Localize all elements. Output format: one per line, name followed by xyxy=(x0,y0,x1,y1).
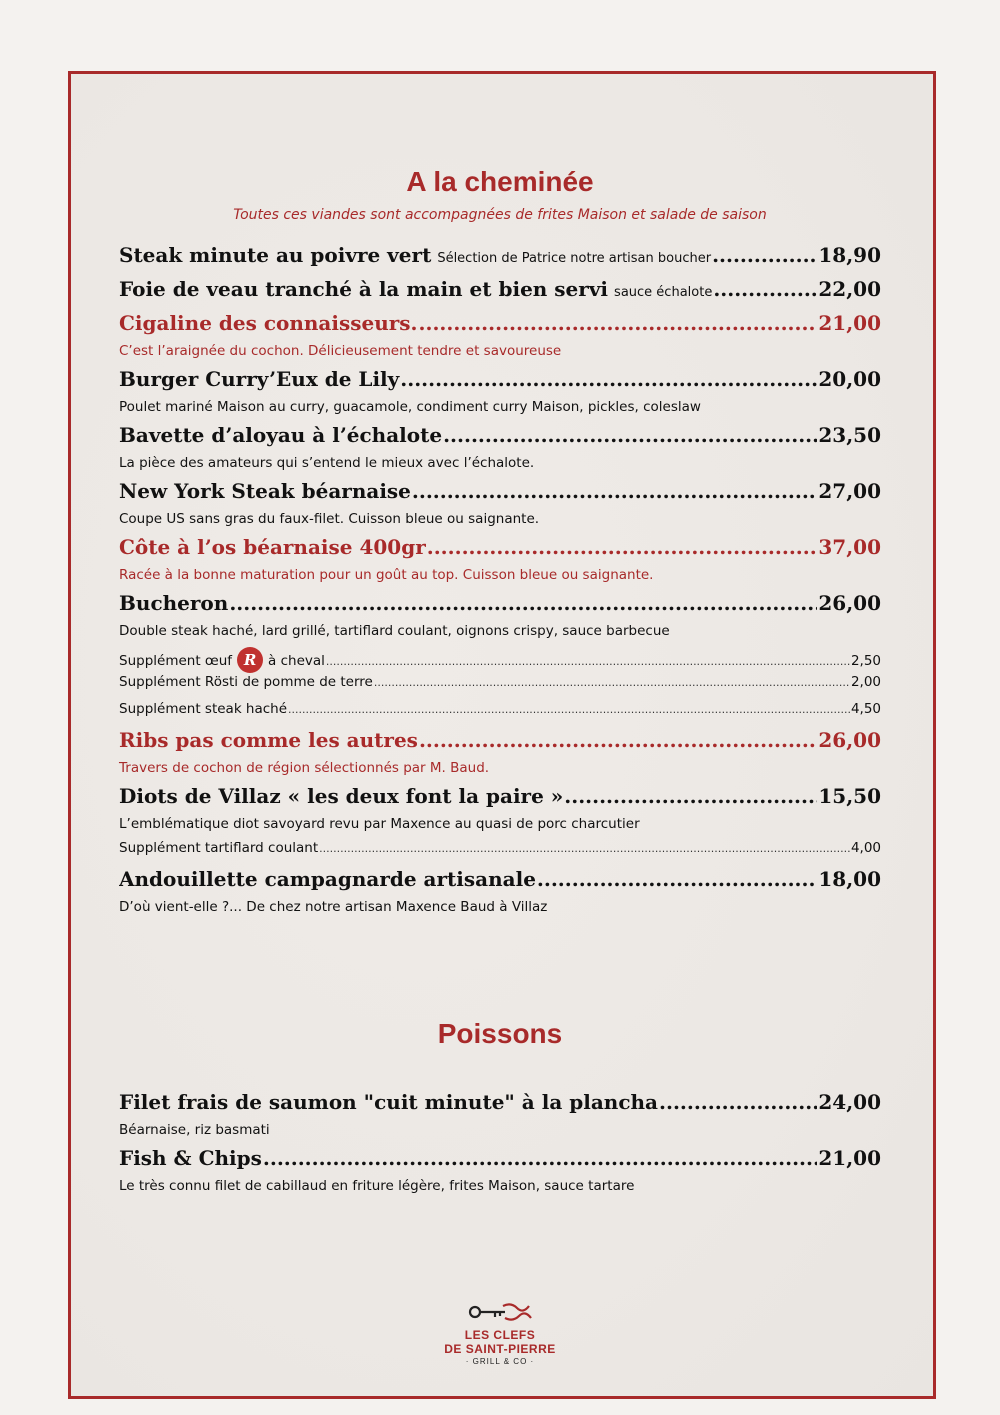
supplement-label: Supplément Rösti de pomme de terre xyxy=(119,674,373,690)
section-title-cheminee: A la cheminée xyxy=(406,166,594,197)
supplement-label: Supplément œuf xyxy=(119,653,233,669)
item-price: 18,90 xyxy=(818,243,881,267)
item-name: Diots de Villaz « les deux font la paire » xyxy=(119,784,564,808)
item-description: Double steak haché, lard grillé, tartiflard coulant, oignons crispy, sauce barbecue xyxy=(119,623,670,639)
item-name: Steak minute au poivre vert xyxy=(119,243,432,267)
item-description: Le très connu filet de cabillaud en friture légère, frites Maison, sauce tartare xyxy=(119,1178,635,1194)
menu-item-bavette xyxy=(119,423,881,451)
item-price: 24,00 xyxy=(818,1090,881,1114)
dot-leader xyxy=(537,867,817,891)
item-price: 26,00 xyxy=(818,728,881,752)
menu-item-new-york xyxy=(119,479,881,507)
item-description: Travers de cochon de région sélectionnés par M. Baud. xyxy=(119,760,490,776)
item-description: L’emblématique diot savoyard revu par Maxence au quasi de porc charcutier xyxy=(119,816,640,832)
item-name: Bucheron xyxy=(119,591,229,615)
item-name: Côte à l’os béarnaise 400gr xyxy=(119,535,426,559)
item-name: Andouillette campagnarde artisanale xyxy=(119,867,536,891)
restaurant-logo xyxy=(440,1300,560,1366)
menu-item-burger xyxy=(119,367,881,395)
dot-leader xyxy=(419,311,818,335)
menu-item-foie-veau xyxy=(119,277,881,305)
item-price: 23,50 xyxy=(818,423,881,447)
supplement-price: 4,50 xyxy=(850,701,881,717)
menu-item-saumon xyxy=(119,1090,881,1118)
menu-item-andouillette xyxy=(119,867,881,895)
menu-item-bucheron xyxy=(119,591,881,619)
item-description: C’est l’araignée du cochon. Délicieusement tendre et savoureuse xyxy=(119,343,562,359)
item-name: Filet frais de saumon "cuit minute" à la plancha xyxy=(119,1090,659,1114)
dot-leader xyxy=(712,243,817,267)
dot-leader xyxy=(412,479,817,503)
dot-leader xyxy=(319,842,850,855)
keys-icon xyxy=(465,1300,535,1324)
item-name: New York Steak béarnaise xyxy=(119,479,411,503)
dot-leader xyxy=(400,367,817,391)
dot-leader xyxy=(427,535,818,559)
item-price: 15,50 xyxy=(818,784,881,808)
supplement-tartiflard xyxy=(119,840,881,867)
item-name: Ribs pas comme les autres xyxy=(119,728,418,752)
dot-leader xyxy=(326,655,850,668)
logo-line-3: · GRILL & CO · xyxy=(465,1357,535,1366)
item-note: Sélection de Patrice notre artisan boucher xyxy=(437,251,712,266)
dot-leader xyxy=(374,676,850,689)
item-name: Bavette d’aloyau à l’échalote xyxy=(119,423,443,447)
section-subtitle-cheminee: Toutes ces viandes sont accompagnées de frites Maison et salade de saison xyxy=(233,207,767,223)
item-name: Foie de veau tranché à la main et bien servi xyxy=(119,277,609,301)
menu-list-poissons xyxy=(119,1090,881,1202)
supplement-price: 2,00 xyxy=(850,674,881,690)
item-description: La pièce des amateurs qui s’entend le mieux avec l’échalote. xyxy=(119,455,535,471)
menu-list-cheminee xyxy=(119,243,881,923)
dot-leader xyxy=(564,784,817,808)
menu-item-steak-minute xyxy=(119,243,881,271)
dot-leader xyxy=(419,728,817,752)
supplement-label: Supplément steak haché xyxy=(119,701,288,717)
menu-item-ribs xyxy=(119,728,881,756)
supplement-label-suffix: à cheval xyxy=(268,653,325,669)
supplement-rosti xyxy=(119,674,881,701)
dot-leader xyxy=(443,423,817,447)
item-name: Fish & Chips xyxy=(119,1146,262,1170)
item-price: 21,00 xyxy=(818,311,881,335)
menu-item-diots xyxy=(119,784,881,812)
menu-item-cote-os xyxy=(119,535,881,563)
supplement-price: 4,00 xyxy=(850,840,881,856)
dot-leader xyxy=(229,591,817,615)
item-price: 20,00 xyxy=(818,367,881,391)
item-note: sauce échalote xyxy=(614,285,713,300)
dot-leader xyxy=(713,277,817,301)
item-description: Béarnaise, riz basmati xyxy=(119,1122,270,1138)
item-description: Poulet mariné Maison au curry, guacamole, condiment curry Maison, pickles, coleslaw xyxy=(119,399,701,415)
item-description: Coupe US sans gras du faux-filet. Cuisson bleue ou saignante. xyxy=(119,511,540,527)
item-description: D’où vient-elle ?... De chez notre artisan Maxence Baud à Villaz xyxy=(119,899,548,915)
menu-item-cigaline xyxy=(119,311,881,339)
supplement-steak xyxy=(119,701,881,728)
supplement-price: 2,50 xyxy=(850,653,881,669)
item-description: Racée à la bonne maturation pour un goût au top. Cuisson bleue ou saignante. xyxy=(119,567,654,583)
item-price: 22,00 xyxy=(818,277,881,301)
dot-leader xyxy=(263,1146,817,1170)
supplement-label: Supplément tartiflard coulant xyxy=(119,840,319,856)
item-price: 27,00 xyxy=(818,479,881,503)
item-price: 21,00 xyxy=(818,1146,881,1170)
logo-line-1: LES CLEFS xyxy=(464,1328,536,1342)
logo-line-2: DE SAINT-PIERRE xyxy=(444,1342,556,1356)
item-name: Cigaline des connaisseurs. xyxy=(119,311,418,335)
item-price: 26,00 xyxy=(818,591,881,615)
menu-item-fish-chips xyxy=(119,1146,881,1174)
section-title-poissons: Poissons xyxy=(437,1018,563,1049)
supplement-oeuf xyxy=(119,647,881,674)
item-name: Burger Curry’Eux de Lily xyxy=(119,367,400,391)
dot-leader xyxy=(659,1090,817,1114)
item-price: 18,00 xyxy=(818,867,881,891)
label-rouge-icon: R xyxy=(237,647,263,673)
dot-leader xyxy=(288,703,850,716)
item-price: 37,00 xyxy=(818,535,881,559)
